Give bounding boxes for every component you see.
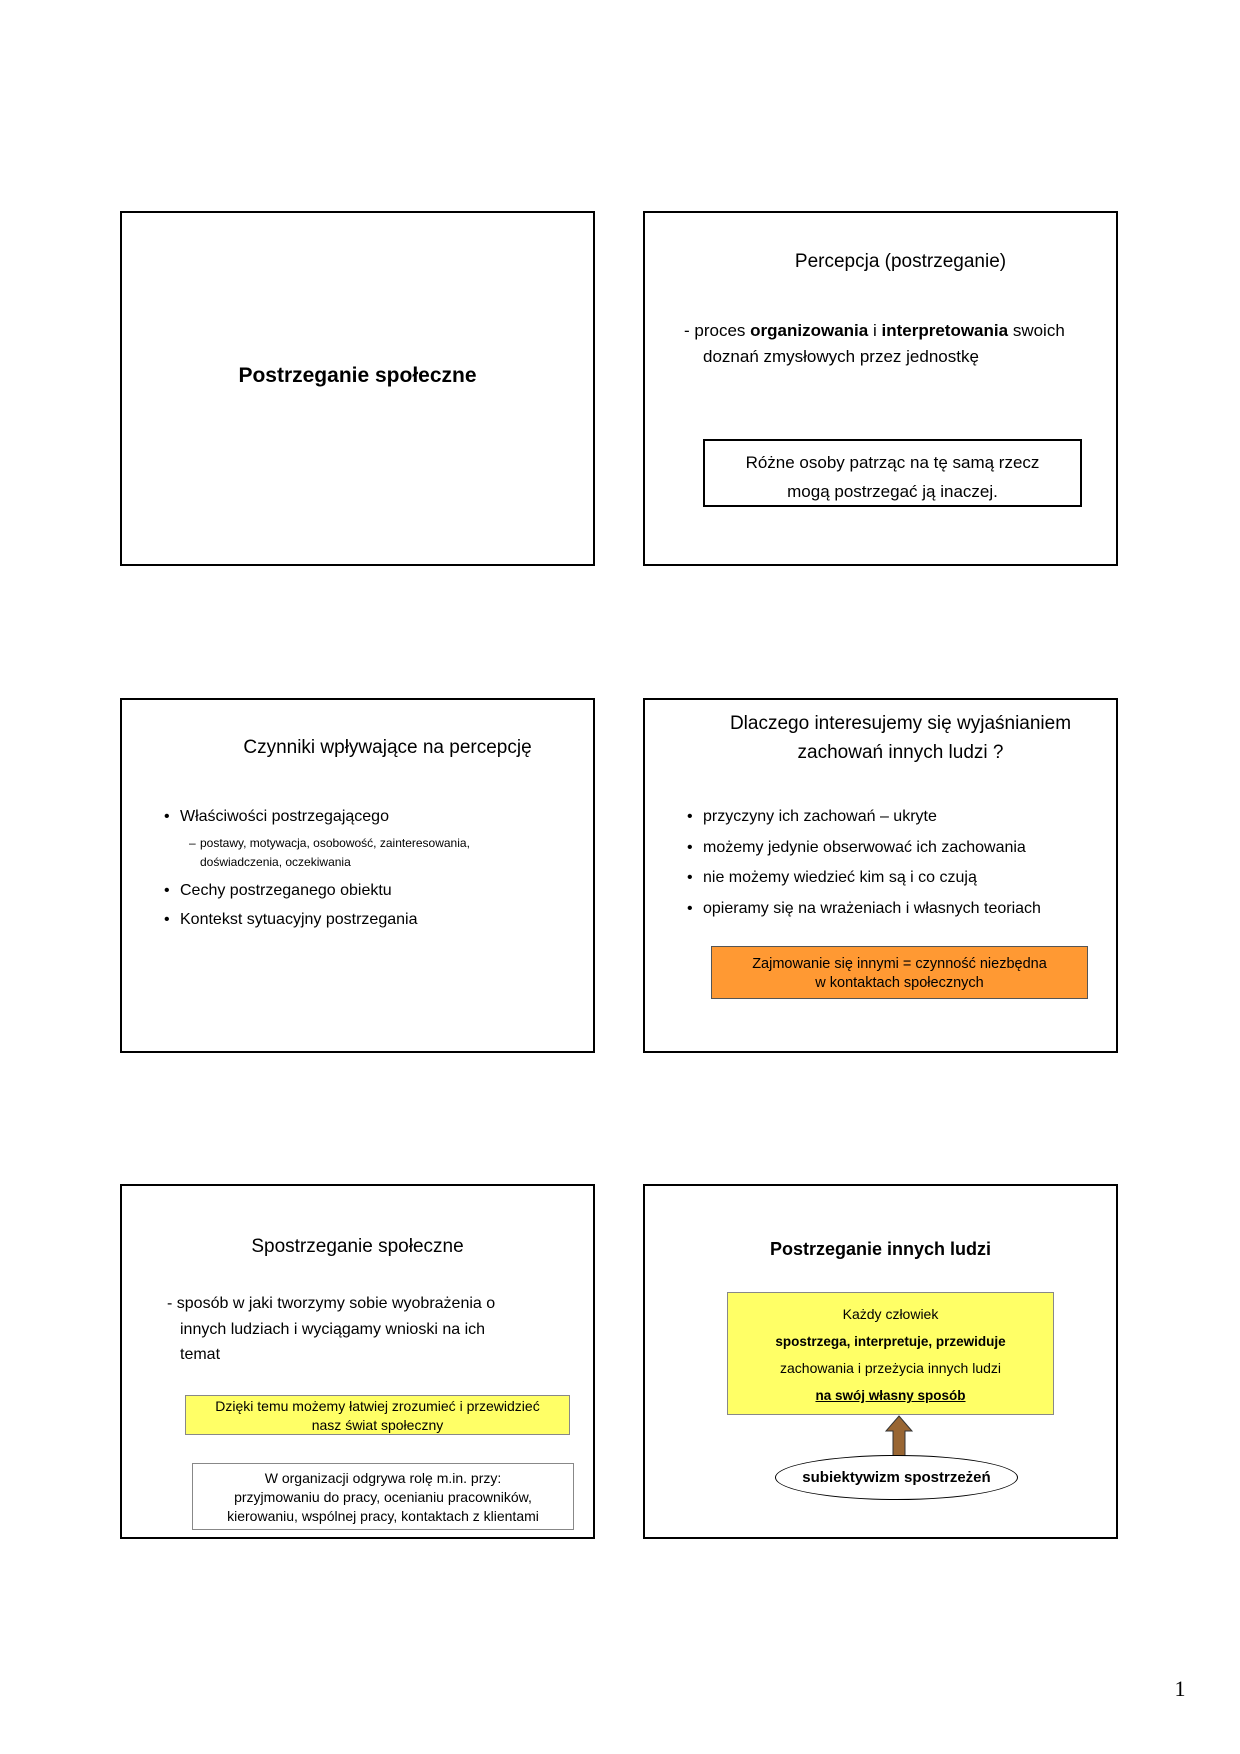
sub-item-line: postawy, motywacja, osobowość, zainteresowania, [200, 836, 470, 850]
list-item-text: przyczyny ich zachowań – ukryte [703, 808, 937, 825]
slide-2 [643, 211, 1118, 566]
bullet-icon: • [687, 869, 693, 886]
definition-line: - sposób w jaki tworzymy sobie wyobrażenia o [167, 1295, 496, 1312]
note-line: przyjmowaniu do pracy, ocenianiu pracowników, [234, 1489, 532, 1505]
slide-5 [120, 1184, 595, 1539]
bullet-icon: • [164, 882, 170, 899]
list-item-text: Właściwości postrzegającego [180, 808, 389, 825]
slide-3 [120, 698, 595, 1053]
slide-title: Czynniki wpływające na percepcję [243, 737, 532, 758]
definition-line-2: doznań zmysłowych przez jednostkę [703, 347, 979, 366]
list-item-text: możemy jedynie obserwować ich zachowania [703, 838, 1026, 856]
bullet-icon: • [687, 838, 693, 856]
list-item [164, 805, 470, 829]
sub-list-item [164, 834, 470, 872]
slide-title: Postrzeganie społeczne [238, 364, 477, 387]
list-item-text: Cechy postrzeganego obiektu [180, 882, 392, 899]
highlight-box [185, 1395, 570, 1435]
note-line: kierowaniu, wspólnej pracy, kontaktach z klientami [227, 1508, 539, 1524]
bullet-icon: • [687, 808, 693, 825]
highlight-line: Dzięki temu możemy łatwiej zrozumieć i przewidzieć [215, 1398, 540, 1414]
highlight-box [711, 946, 1088, 999]
bullet-list [164, 805, 470, 932]
definition-bold-term: organizowania [750, 321, 869, 340]
bullet-list [687, 802, 1041, 924]
definition-prefix: - proces [684, 321, 746, 340]
definition-line-1 [684, 318, 1065, 344]
highlight-line: w kontaktach społecznych [815, 975, 984, 991]
list-item-text: opieramy się na wrażeniach i własnych teoriach [703, 899, 1041, 917]
highlight-line: Każdy człowiek [842, 1306, 939, 1322]
list-item-text: Kontekst sytuacyjny postrzegania [180, 911, 418, 928]
note-line: W organizacji odgrywa rolę m.in. przy: [264, 1470, 502, 1486]
definition-bold-term: interpretowania [881, 321, 1009, 340]
highlight-line: nasz świat społeczny [311, 1417, 444, 1433]
list-item [687, 802, 1041, 833]
definition-text [167, 1291, 495, 1368]
definition-line: innych ludziach i wyciągamy wnioski na ich [180, 1320, 486, 1338]
list-item [164, 879, 470, 903]
note-line: Różne osoby patrząc na tę samą rzecz [745, 453, 1040, 472]
page-number: 1 [1174, 1676, 1186, 1701]
definition-text [684, 318, 1065, 370]
sub-item-line: doświadczenia, oczekiwania [200, 855, 351, 869]
bullet-icon: • [687, 899, 693, 917]
slide-title [685, 709, 1116, 767]
list-item [687, 894, 1041, 925]
note-line: mogą postrzegać ją inaczej. [787, 482, 998, 501]
list-item [164, 908, 470, 932]
note-box [703, 439, 1082, 507]
slide-title-line: zachowań innych ludzi ? [797, 742, 1004, 763]
highlight-box [727, 1292, 1054, 1415]
slide-title: Postrzeganie innych ludzi [769, 1239, 992, 1259]
slide-title: Spostrzeganie społeczne [251, 1236, 464, 1257]
slide-1 [120, 211, 595, 566]
slide-6 [643, 1184, 1118, 1539]
slide-title-line: Dlaczego interesujemy się wyjaśnianiem [729, 713, 1072, 734]
definition-suffix: swoich [1012, 321, 1065, 340]
bullet-icon: • [164, 911, 170, 928]
note-box [192, 1463, 574, 1530]
slide-4 [643, 698, 1118, 1053]
highlight-line: Zajmowanie się innymi = czynność niezbędna [752, 956, 1047, 972]
definition-conjunction: i [872, 321, 877, 340]
list-item [687, 863, 1041, 894]
list-item [687, 833, 1041, 864]
dash-icon: – [189, 836, 196, 850]
highlight-line-bold: spostrzega, interpretuje, przewiduje [775, 1334, 1006, 1349]
list-item-text: nie możemy wiedzieć kim są i co czują [703, 869, 977, 886]
bullet-icon: • [164, 808, 170, 825]
highlight-line: zachowania i przeżycia innych ludzi [780, 1360, 1001, 1376]
ellipse-label: subiektywizm spostrzeżeń [775, 1455, 1018, 1500]
slide-title: Percepcja (postrzeganie) [794, 251, 1007, 272]
highlight-line-underlined: na swój własny sposób [815, 1388, 966, 1403]
definition-line: temat [180, 1346, 221, 1363]
